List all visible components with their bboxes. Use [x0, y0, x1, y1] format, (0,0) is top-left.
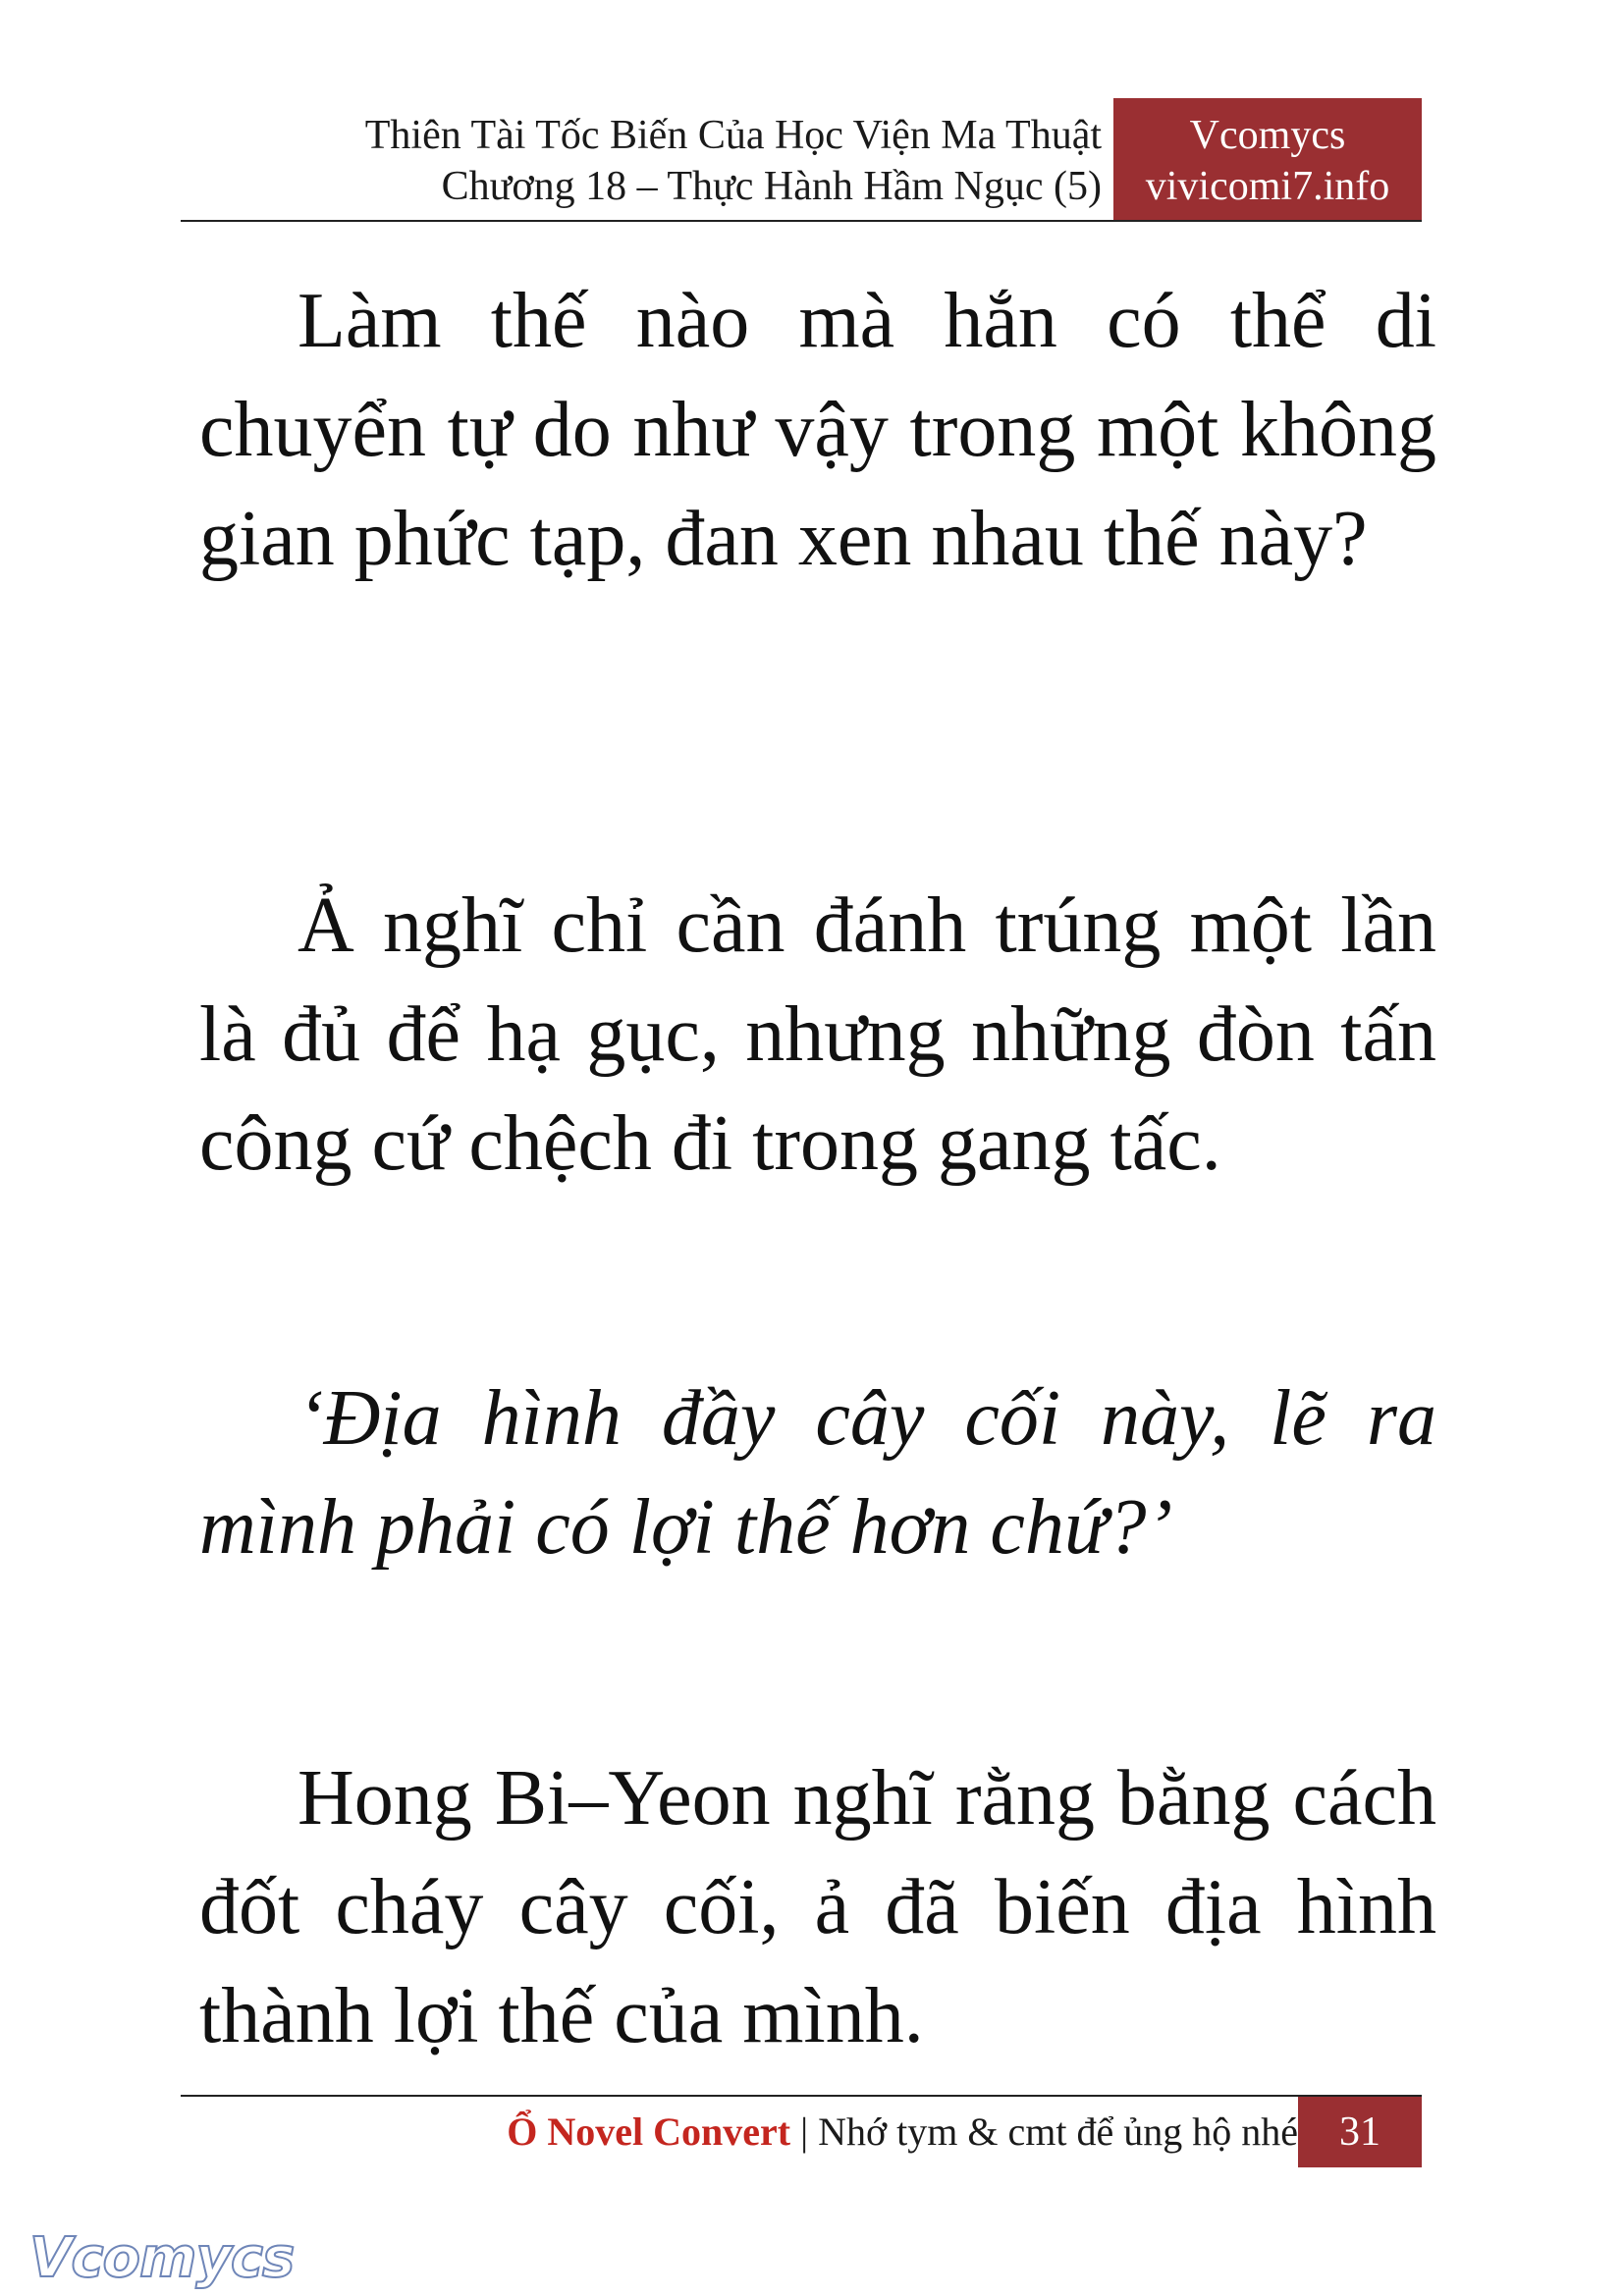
paragraph-3-thought: ‘Địa hình đầy cây cối này, lẽ ra mình phải có lợi thế hơn chứ?’ — [199, 1375, 1436, 1571]
page-header — [181, 98, 1422, 220]
header-divider — [181, 220, 1422, 222]
site-name: Vcomycs — [1189, 113, 1346, 158]
footer-separator: | — [800, 2109, 809, 2154]
footer-text — [507, 2105, 1298, 2160]
site-url: vivicomi7.info — [1145, 164, 1390, 209]
header-text — [365, 110, 1102, 212]
chapter-title: Chương 18 – Thực Hành Hầm Ngục (5) — [441, 164, 1102, 209]
paragraph-1: Làm thế nào mà hắn có thể di chuyển tự do như vậy trong một không gian phức tạp, đan xen nhau thế này? — [199, 278, 1436, 582]
book-title: Thiên Tài Tốc Biến Của Học Viện Ma Thuật — [364, 113, 1102, 158]
page-footer — [181, 2097, 1422, 2167]
paragraph-4: Hong Bi–Yeon nghĩ rằng bằng cách đốt cháy cây cối, ả đã biến địa hình thành lợi thế của mình. — [199, 1755, 1436, 2059]
site-badge — [1113, 98, 1422, 220]
paragraph-2: Ả nghĩ chỉ cần đánh trúng một lần là đủ để hạ gục, nhưng những đòn tấn công cứ chệch đi trong gang tấc. — [199, 882, 1436, 1187]
footer-brand: Ổ Novel Convert — [507, 2109, 791, 2154]
page-number: 31 — [1298, 2097, 1422, 2167]
footer-message: Nhớ tym & cmt để ủng hộ nhé — [818, 2109, 1298, 2154]
watermark-logo: Vcomycs — [29, 2226, 295, 2290]
